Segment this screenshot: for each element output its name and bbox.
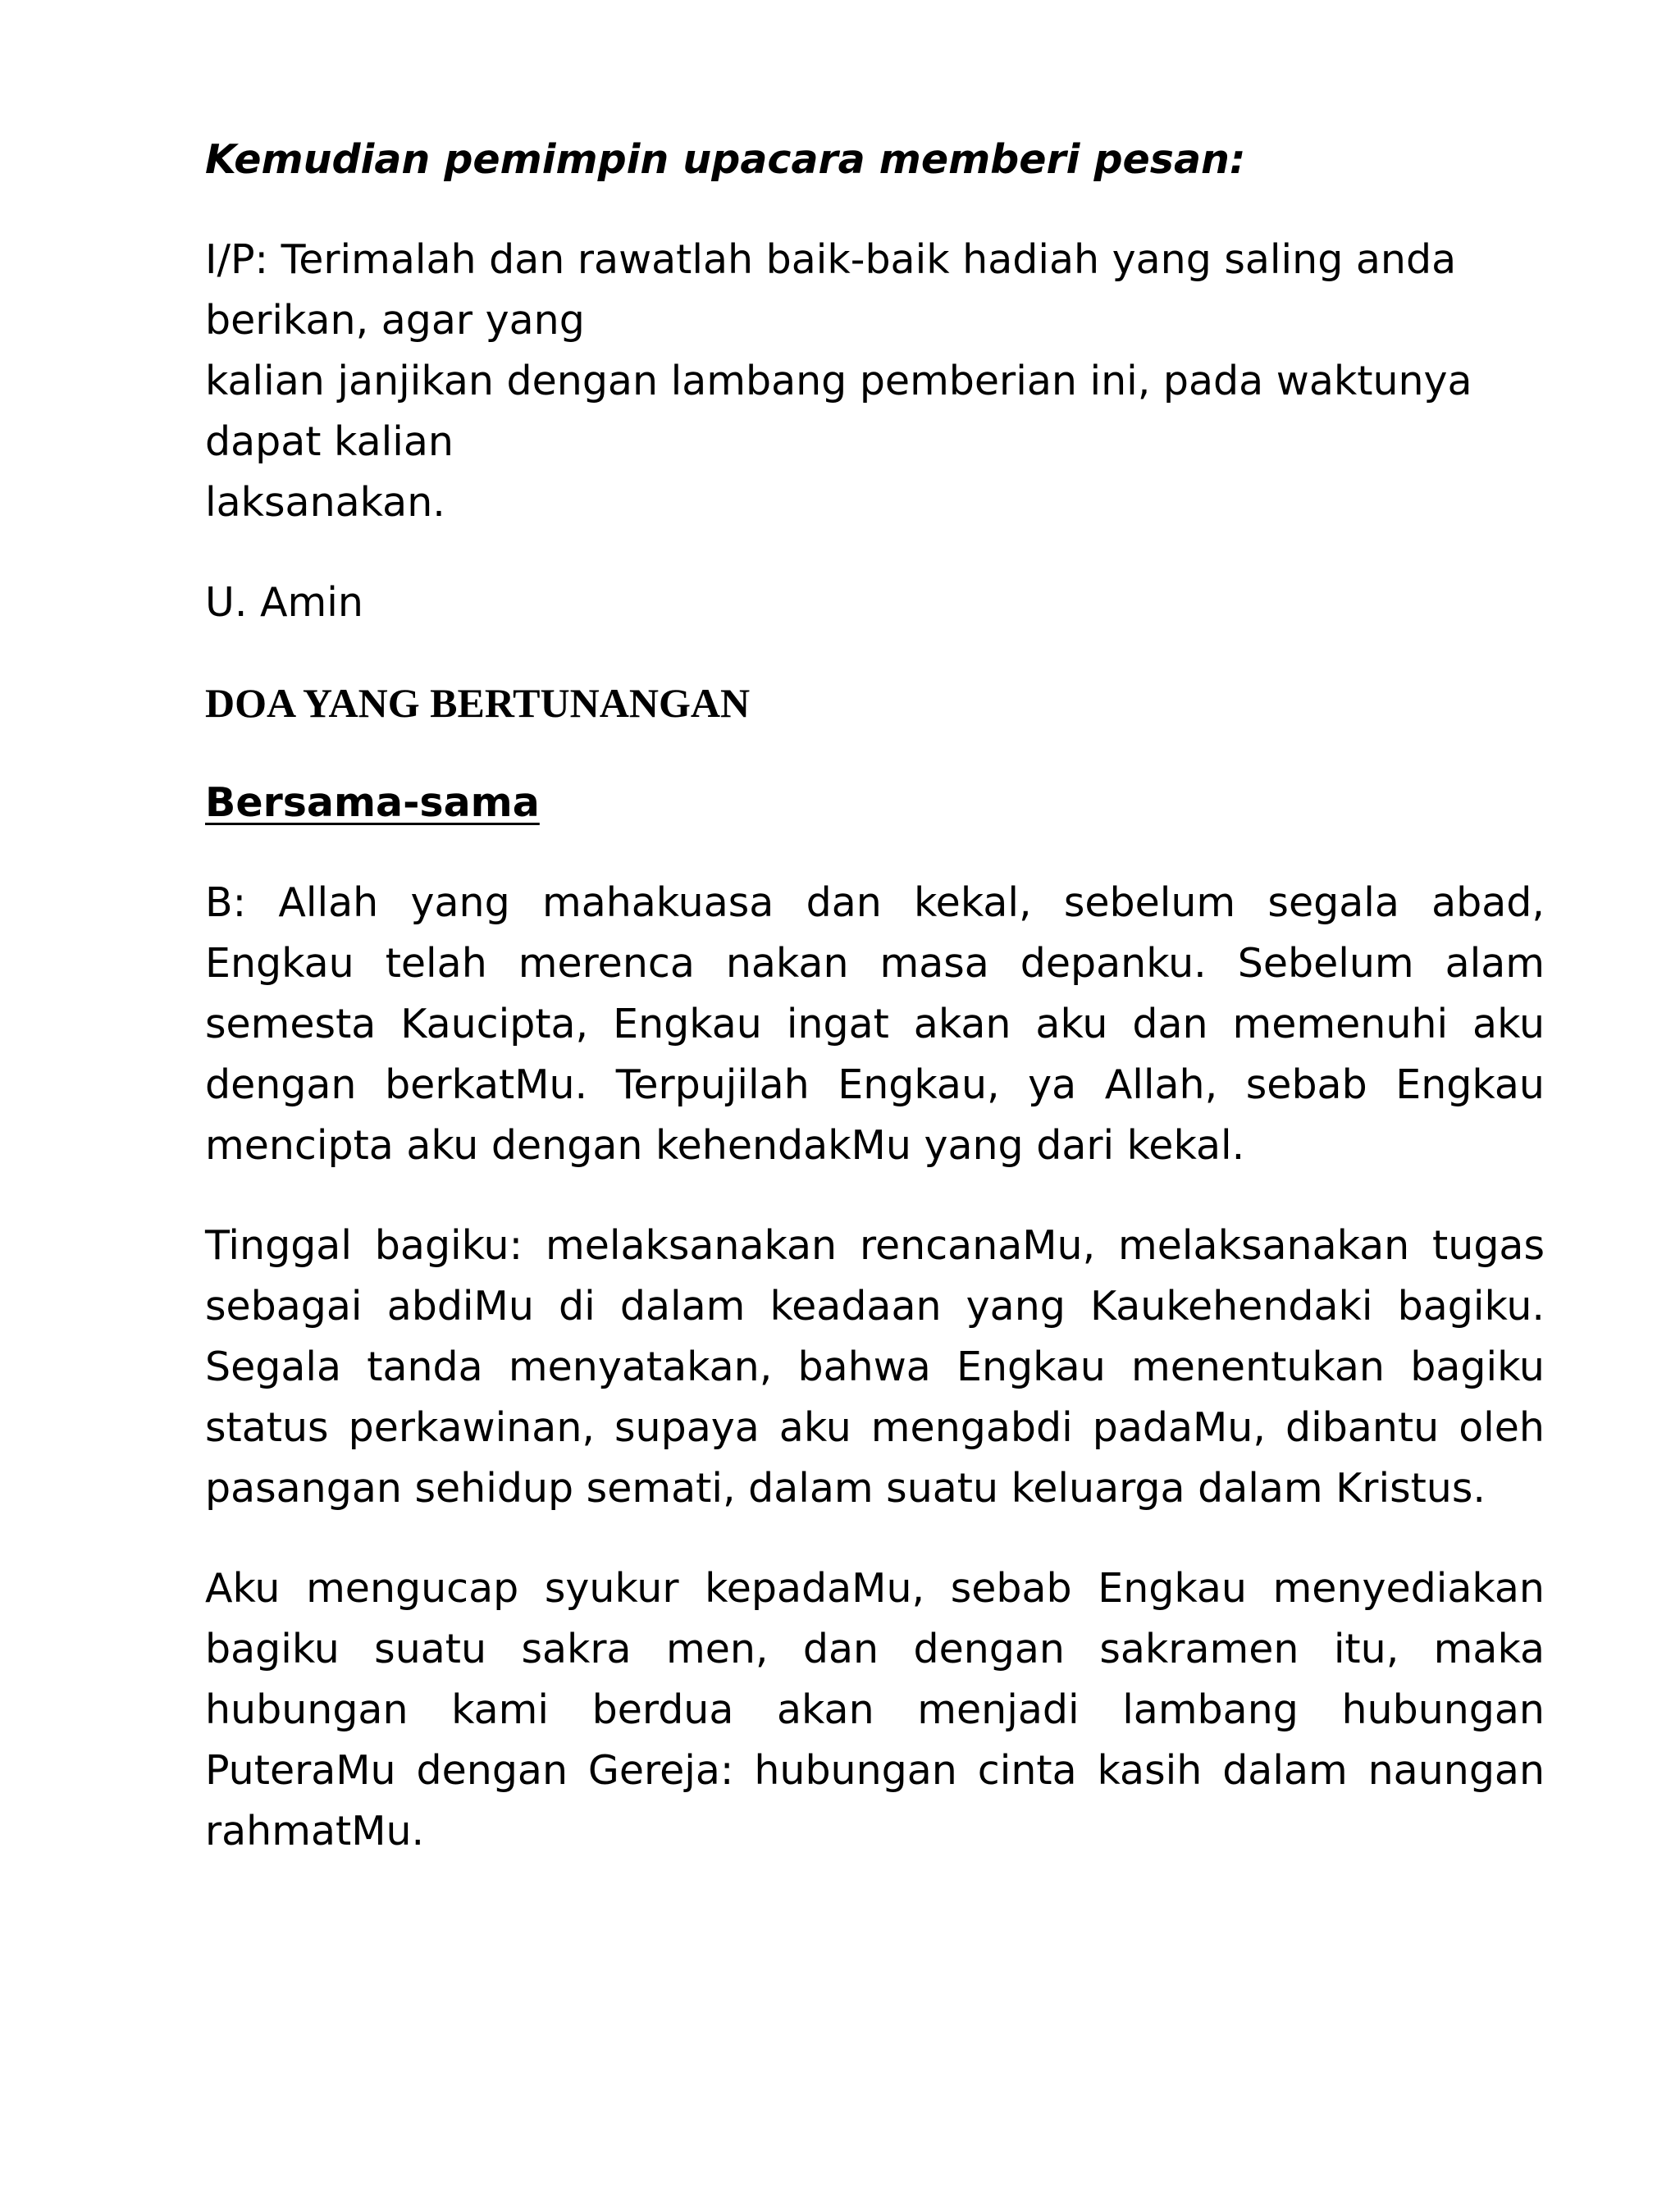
intro-instruction: Kemudian pemimpin upacara memberi pesan: — [205, 136, 1246, 183]
ip-message — [205, 230, 1545, 533]
prayer-paragraph: B: Allah yang mahakuasa dan kekal, sebelum segala abad, Engkau telah merenca nakan masa depanku. Sebelum alam semesta Kaucipta, Engkau ingat akan aku dan memenuhi aku dengan berkatMu. Terpujilah Engkau, ya Allah, sebab Engkau mencipta aku dengan kehendakMu yang dari kekal. — [205, 879, 1545, 1169]
ip-line: laksanakan. — [205, 479, 445, 526]
prayer-paragraph: Tinggal bagiku: melaksanakan rencanaMu, melaksanakan tugas sebagai abdiMu di dalam keadaan yang Kaukehendaki bagiku. Segala tanda menyatakan, bahwa Engkau menentukan bagiku status perkawinan, supaya aku mengabdi padaMu, dibantu oleh pasangan sehidup semati, dalam suatu keluarga dalam Kristus. — [205, 1222, 1545, 1512]
section-subheading: Bersama-sama — [205, 779, 540, 826]
document-body — [205, 130, 1545, 1901]
section-heading: DOA YANG BERTUNANGAN — [205, 680, 751, 726]
ip-line: kalian janjikan dengan lambang pemberian ini, pada waktunya dapat kalian — [205, 358, 1472, 465]
prayer-paragraph: Aku mengucap syukur kepadaMu, sebab Engkau menyediakan bagiku suatu sakra men, dan dengan sakramen itu, maka hubungan kami berdua akan menjadi lambang hubungan PuteraMu dengan Gereja: hubungan cinta kasih dalam naungan rahmatMu. — [205, 1565, 1545, 1855]
congregation-response: U. Amin — [205, 579, 363, 626]
ip-line: I/P: Terimalah dan rawatlah baik-baik hadiah yang saling anda berikan, agar yang — [205, 236, 1457, 344]
